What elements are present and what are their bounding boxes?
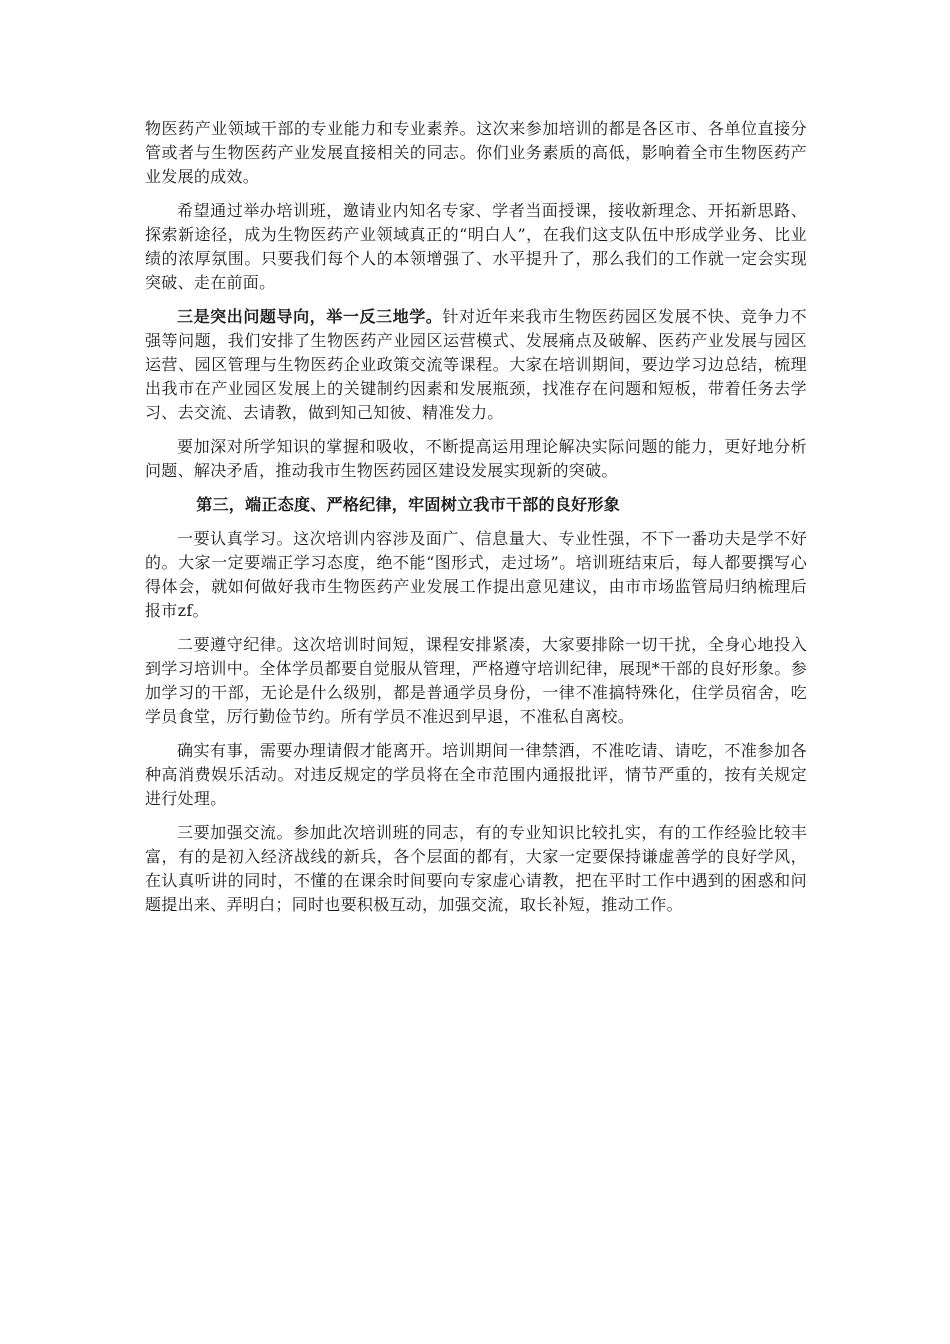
paragraph-deepen-knowledge: 要加深对所学知识的掌握和吸收，不断提高运用理论解决实际问题的能力，更好地分析问题、解决矛盾，推动我市生物医药园区建设发展实现新的突破。 bbox=[145, 437, 807, 480]
paragraph-continued: 物医药产业领域干部的专业能力和专业素养。这次来参加培训的都是各区市、各单位直接分管或者与生物医药产业发展直接相关的同志。你们业务素质的高低，影响着全市生物医药产业发展的成效。 bbox=[145, 119, 807, 186]
paragraph-body: 针对近年来我市生物医药园区发展不快、竞争力不强等问题，我们安排了生物医药产业园区运营模式、发展痛点及破解、医药产业发展与园区运营、园区管理与生物医药企业政策交流等课程。大家在培训期间，要边学习边总结，梳理出我市在产业园区发展上的关键制约因素和发展瓶颈，找准存在问题和短板，带着任务去学习、去交流、去请教，做到知己知彼、精准发力。 bbox=[145, 307, 807, 422]
paragraph-training-purpose: 希望通过举办培训班，邀请业内知名专家、学者当面授课，接收新理念、开拓新思路、探索新途径，成为生物医药产业领域真正的“明白人”，在我们这支队伍中形成学业务、比业绩的浓厚氛围。只要我们每个人的本领增强了、水平提升了，那么我们的工作就一定会实现突破、走在前面。 bbox=[145, 201, 807, 292]
paragraph-problem-oriented bbox=[145, 305, 807, 425]
paragraph-lead-bold: 三是突出问题导向，举一反三地学。 bbox=[177, 307, 443, 326]
paragraph-observe-discipline: 二要遵守纪律。这次培训时间短，课程安排紧凑，大家要排除一切干扰，全身心地投入到学习培训中。全体学员都要自觉服从管理，严格遵守培训纪律，展现*干部的良好形象。参加学习的干部，无论是什么级别，都是普通学员身份，一律不准搞特殊化，住学员宿舍，吃学员食堂，厉行勤俭节约。所有学员不准迟到早退，不准私自离校。 bbox=[145, 635, 807, 726]
paragraph-strengthen-exchange: 三要加强交流。参加此次培训班的同志，有的专业知识比较扎实，有的工作经验比较丰富，有的是初入经济战线的新兵，各个层面的都有，大家一定要保持谦虚善学的良好学风，在认真听讲的同时，不懂的在课余时间要向专家虚心请教，把在平时工作中遇到的困惑和问题提出来、弄明白；同时也要积极互动，加强交流，取长补短，推动工作。 bbox=[145, 823, 807, 914]
paragraph-study-seriously: 一要认真学习。这次培训内容涉及面广、信息量大、专业性强，不下一番功夫是学不好的。大家一定要端正学习态度，绝不能“图形式，走过场”。培训班结束后，每人都要撰写心得体会，就如何做好我市生物医药产业发展工作提出意见建议，由市市场监管局归纳梳理后报市zf。 bbox=[145, 529, 807, 620]
paragraph-leave-rules: 确实有事，需要办理请假才能离开。培训期间一律禁酒，不准吃请、请吃，不准参加各种高消费娱乐活动。对违反规定的学员将在全市范围内通报批评，情节严重的，按有关规定进行处理。 bbox=[145, 741, 807, 808]
section-heading-third: 第三，端正态度、严格纪律，牢固树立我市干部的良好形象 bbox=[196, 495, 620, 514]
document-page bbox=[145, 117, 807, 927]
